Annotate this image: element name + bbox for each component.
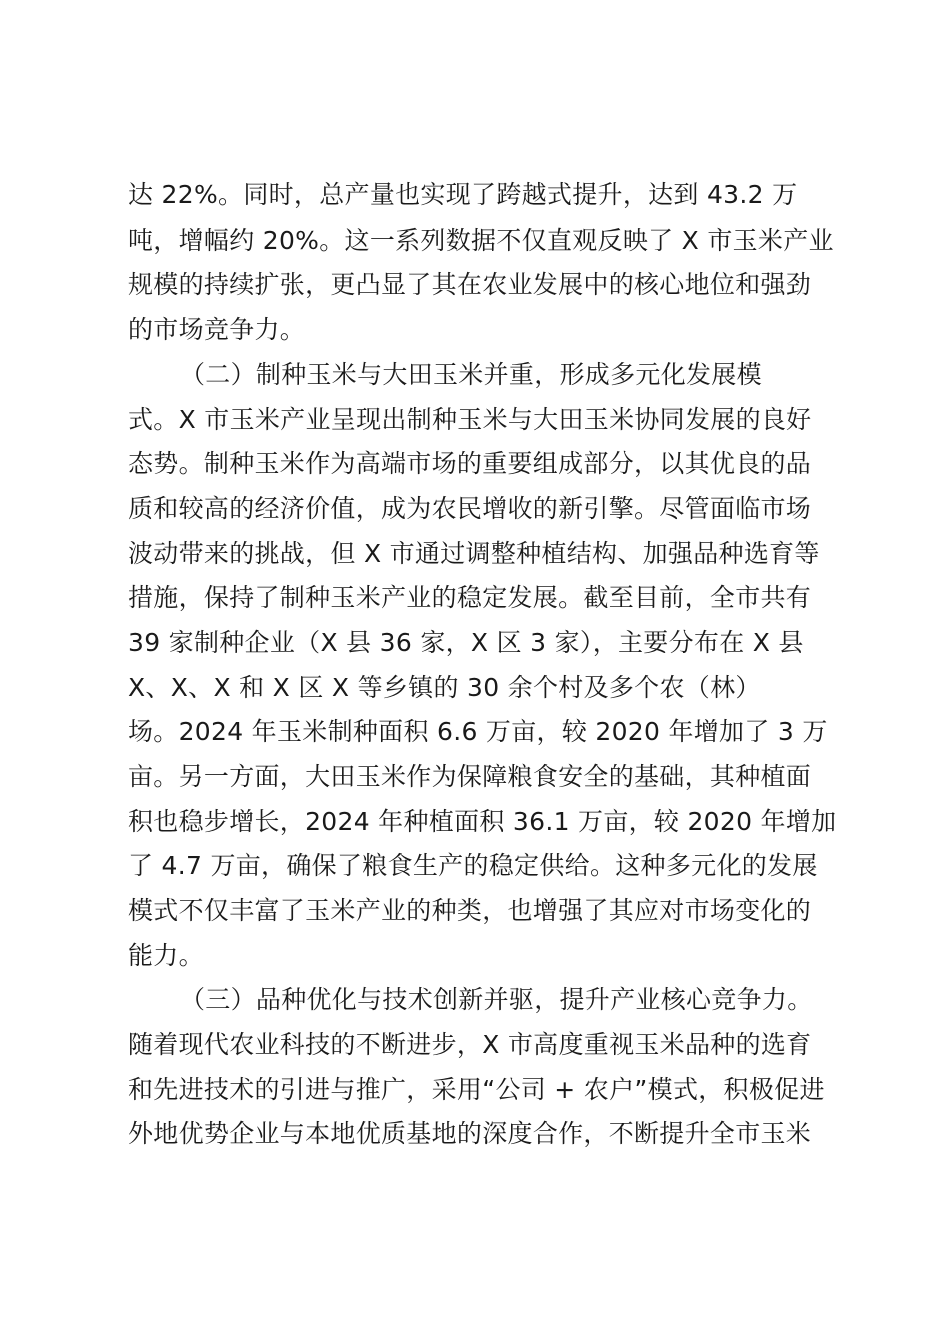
text-line: 波动带来的挑战，但 X 市通过调整种植结构、加强品种选育等 xyxy=(128,539,820,568)
text-line: 随着现代农业科技的不断进步，X 市高度重视玉米品种的选育 xyxy=(128,1030,812,1059)
text-line: 了 4.7 万亩，确保了粮食生产的稳定供给。这种多元化的发展 xyxy=(128,851,818,880)
text-line: 亩。另一方面，大田玉米作为保障粮食安全的基础，其种植面 xyxy=(128,762,812,791)
text-line: 积也稳步增长，2024 年种植面积 36.1 万亩，较 2020 年增加 xyxy=(128,807,837,836)
text-line: X、X、X 和 X 区 X 等乡镇的 30 余个村及多个农（林） xyxy=(128,673,761,702)
text-line: 达 22%。同时，总产量也实现了跨越式提升，达到 43.2 万 xyxy=(128,180,798,209)
text-line: 39 家制种企业（X 县 36 家，X 区 3 家），主要分布在 X 县 xyxy=(128,628,804,657)
text-line: 规模的持续扩张，更凸显了其在农业发展中的核心地位和强劲 xyxy=(128,270,812,299)
text-line: 模式不仅丰富了玉米产业的种类，也增强了其应对市场变化的 xyxy=(128,896,812,925)
text-line: 式。X 市玉米产业呈现出制种玉米与大田玉米协同发展的良好 xyxy=(128,405,812,434)
section-heading-3: （三）品种优化与技术创新并驱，提升产业核心竞争力。 xyxy=(180,985,813,1014)
text-line: 外地优势企业与本地优质基地的深度合作，不断提升全市玉米 xyxy=(128,1119,812,1148)
text-line: 的市场竞争力。 xyxy=(128,315,306,344)
text-line: 能力。 xyxy=(128,941,204,970)
text-line: 质和较高的经济价值，成为农民增收的新引擎。尽管面临市场 xyxy=(128,494,812,523)
text-line: 态势。制种玉米作为高端市场的重要组成部分，以其优良的品 xyxy=(128,449,812,478)
text-line: 和先进技术的引进与推广，采用“公司 + 农户”模式，积极促进 xyxy=(128,1075,825,1104)
section-heading-2: （二）制种玉米与大田玉米并重，形成多元化发展模 xyxy=(180,360,762,389)
text-line: 场。2024 年玉米制种面积 6.6 万亩，较 2020 年增加了 3 万 xyxy=(128,717,828,746)
text-line: 措施，保持了制种玉米产业的稳定发展。截至目前，全市共有 xyxy=(128,583,812,612)
text-line: 吨，增幅约 20%。这一系列数据不仅直观反映了 X 市玉米产业 xyxy=(128,226,834,255)
